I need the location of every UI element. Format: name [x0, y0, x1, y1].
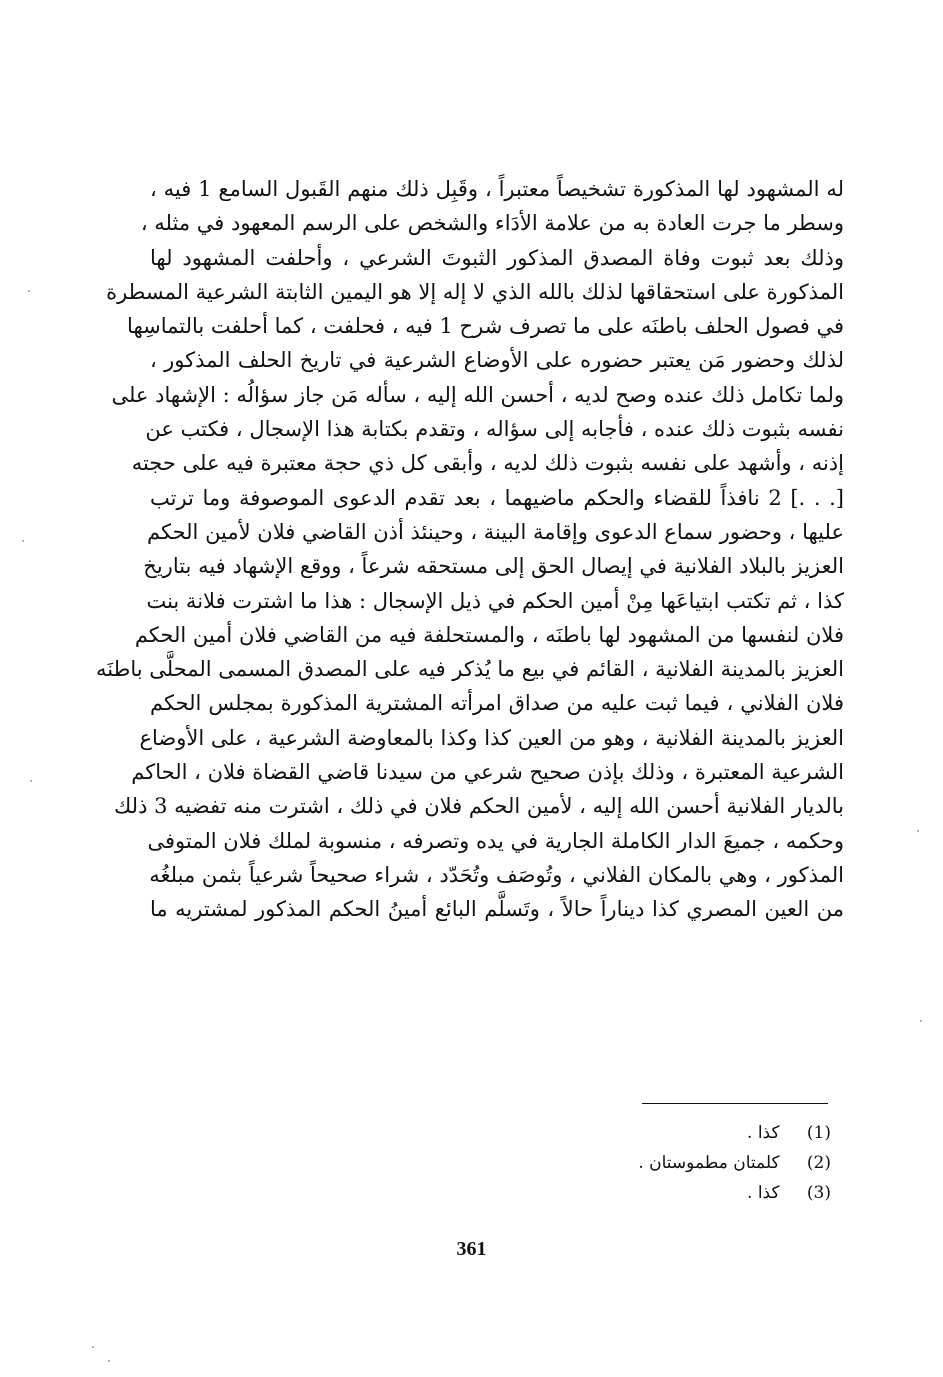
- text-line: نفسه بثبوت ذلك عنده ، فأجابه إلى سؤاله ، وتقدم بكتابة هذا الإسجال ، فكتب عن: [145, 417, 844, 442]
- footnotes: [400, 1118, 831, 1208]
- scan-speck: [108, 1360, 110, 1362]
- text-line: لذلك وحضور مَن يعتبر حضوره على الأوضاع الشرعية في تاريخ الحلف المذكور ،: [150, 348, 844, 373]
- footnote-text: كذا .: [747, 1123, 780, 1143]
- text-line: العزيز بالمدينة الفلانية ، وهو من العين كذا وكذا بالمعاوضة الشرعية ، على الأوضاع: [139, 725, 844, 750]
- footnote-number: (1): [806, 1123, 831, 1143]
- text-line: في فصول الحلف باطنَه على ما تصرف شرح 1 فيه ، فحلفت ، كما أحلفت بالتماسِها: [127, 314, 844, 339]
- text-line: وسطر ما جرت العادة به من علامة الأدَاء والشخص على الرسم المعهود في مثله ،: [140, 211, 844, 236]
- footnote: [400, 1118, 831, 1148]
- footnote-number: (3): [806, 1183, 831, 1203]
- text-line: له المشهود لها المذكورة تشخيصاً معتبراً ، وقَبِل ذلك منهم القَبول السامع 1 فيه ،: [150, 177, 844, 201]
- footnote: [400, 1148, 831, 1178]
- footnote: [400, 1178, 831, 1208]
- scan-speck: [22, 540, 24, 542]
- text-line: فلان لنفسها من المشهود لها باطنَه ، والمستحلفة فيه من القاضي فلان أمين الحكم: [134, 622, 844, 647]
- footnote-text: كلمتان مطموستان .: [638, 1153, 780, 1173]
- text-line: إذنه ، وأشهد على نفسه بثبوت ذلك لديه ، وأبقى كل ذي حجة معتبرة فيه على حجته: [131, 451, 844, 476]
- text-line: بالديار الفلانية أحسن الله إليه ، لأمين الحكم فلان في ذلك ، اشترت منه تفضيه 3 ذلك: [113, 794, 844, 819]
- scan-speck: [92, 1346, 94, 1348]
- scan-speck: [28, 290, 30, 292]
- text-line: فلان الفلاني ، فيما ثبت عليه من صداق امرأته المشترية المذكورة بمجلس الحكم: [150, 691, 844, 716]
- text-line: المذكور ، وهي بالمكان الفلاني ، وتُوصَف وتُحَدّد ، شراء صحيحاً شرعياً بثمن مبلغُه: [149, 862, 844, 887]
- text-line: الشرعية المعتبرة ، وذلك بإذن صحيح شرعي من سيدنا قاضي القضاة فلان ، الحاكم: [131, 760, 844, 785]
- text-line: وحكمه ، جميعَ الدار الكاملة الجارية في يده وتصرفه ، منسوبة لملك فلان المتوفى: [147, 828, 844, 853]
- footnote-separator: [642, 1103, 828, 1104]
- text-line: العزيز بالمدينة الفلانية ، القائم في بيع ما يُذكر فيه على المصدق المسمى المحلَّى باطنَه: [96, 657, 844, 682]
- footnote-text: كذا .: [747, 1183, 780, 1203]
- text-line: المذكورة على استحقاقها لذلك بالله الذي لا إله إلا هو اليمين الثابتة الشرعية المسطرة: [106, 279, 844, 304]
- page-number: 361: [456, 1238, 487, 1260]
- text-line: من العين المصري كذا ديناراً حالاً ، وتَسلَّم البائع أمينُ الحكم المذكور لمشتريه ما: [150, 897, 844, 922]
- footnote-number: (2): [806, 1153, 831, 1173]
- text-line: وذلك بعد ثبوت وفاة المصدق المذكور الثبوتَ الشرعي ، وأحلفت المشهود لها: [150, 245, 844, 270]
- scan-speck: [30, 780, 32, 782]
- text-line: [. . .] 2 نافذاً للقضاء والحكم ماضيهما ، بعد تقدم الدعوى الموصوفة وما ترتب: [150, 485, 844, 510]
- text-line: عليها ، وحضور سماع الدعوى وإقامة البينة ، وحينئذ أذن القاضي فلان لأمين الحكم: [147, 519, 844, 544]
- text-line: كذا ، ثم تكتب ابتياعَها مِنْ أمين الحكم في ذيل الإسجال : هذا ما اشترت فلانة بنت: [146, 588, 844, 613]
- main-text: [96, 172, 844, 927]
- text-line: العزيز بالبلاد الفلانية في إيصال الحق إلى مستحقه شرعاً ، ووقع الإشهاد فيه بتاريخ: [143, 554, 844, 579]
- text-line: ولما تكامل ذلك عنده وصح لديه ، أحسن الله إليه ، سأله مَن جاز سؤالُه : الإشهاد على: [111, 382, 844, 407]
- scan-speck: [920, 1020, 922, 1022]
- scan-speck: [917, 830, 919, 832]
